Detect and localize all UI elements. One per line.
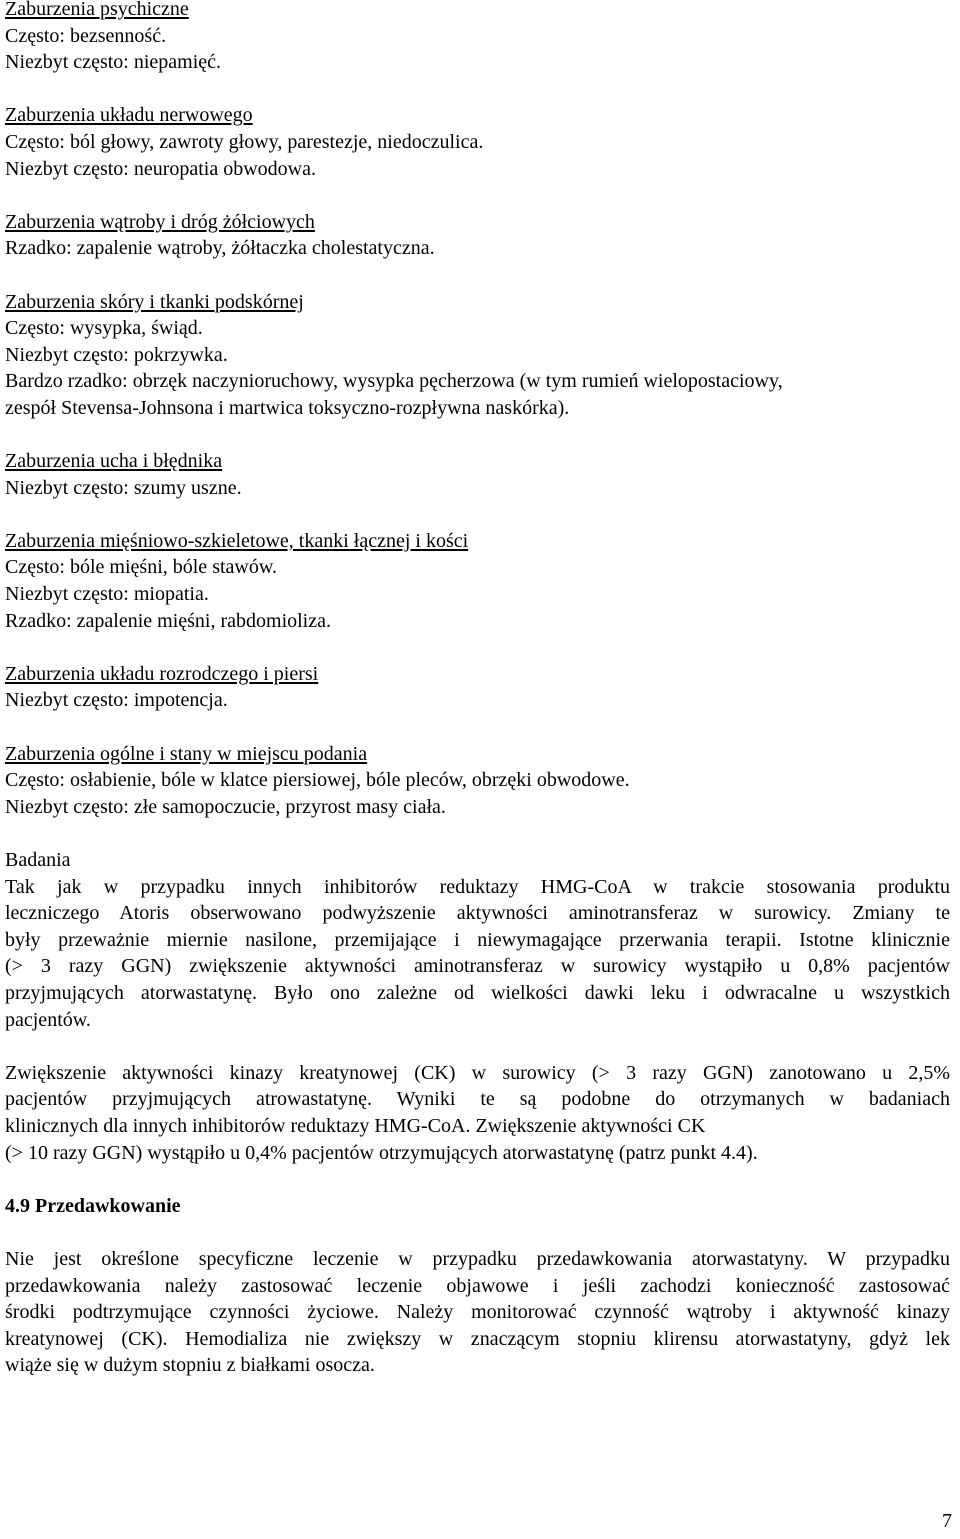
section-line: Często: wysypka, świąd.: [5, 317, 203, 340]
paragraph-line: środki podtrzymujące czynności życiowe. Należy monitorować czynność wątroby i aktywność kinazy: [5, 1301, 950, 1324]
section-heading: Zaburzenia skóry i tkanki podskórnej: [5, 290, 304, 313]
section-line: Niezbyt często: szumy uszne.: [5, 476, 242, 499]
page-number: 7: [942, 1510, 952, 1532]
paragraph-ck: [5, 1060, 950, 1166]
section-nervous: [5, 102, 950, 182]
document-page: [5, 0, 950, 1405]
paragraph-line: leczniczego Atoris obserwowano podwyższenie aktywności aminotransferaz w surowicy. Zmiany te: [5, 902, 950, 925]
section-heading: Zaburzenia układu rozrodczego i piersi: [5, 662, 319, 685]
paragraph-line: klinicznych dla innych inhibitorów reduktazy HMG-CoA. Zwiększenie aktywności CK: [5, 1114, 706, 1137]
section-line: Rzadko: zapalenie mięśni, rabdomioliza.: [5, 609, 331, 632]
section-line: Często: osłabienie, bóle w klatce piersiowej, bóle pleców, obrzęki obwodowe.: [5, 769, 630, 792]
section-skin: [5, 289, 950, 422]
paragraph-line: Zwiększenie aktywności kinazy kreatynowej (CK) w surowicy (> 3 razy GGN) zanotowano u 2,5%: [5, 1061, 950, 1084]
paragraph-line: pacjentów przyjmujących atrowastatynę. Wyniki te są podobne do otrzymanych w badaniach: [5, 1088, 950, 1111]
section-heading-overdose: 4.9 Przedawkowanie: [5, 1194, 181, 1217]
paragraph-line: (> 3 razy GGN) zwiększenie aktywności aminotransferaz w surowicy wystąpiło u 0,8% pacjentów: [5, 955, 950, 978]
section-psychiatric: [5, 0, 950, 76]
section-line: Często: bezsenność.: [5, 24, 167, 47]
section-heading: Zaburzenia ogólne i stany w miejscu podania: [5, 742, 368, 765]
section-line: Niezbyt często: impotencja.: [5, 689, 228, 712]
paragraph-line: kreatynowej (CK). Hemodializa nie zwiększy w znaczącym stopniu klirensu atorwastatyny, gdyż lek: [5, 1327, 950, 1350]
section-line: Rzadko: zapalenie wątroby, żółtaczka cholestatyczna.: [5, 237, 435, 260]
section-general: [5, 741, 950, 821]
paragraph-line: przedawkowania należy zastosować leczenie objawowe i jeśli zachodzi konieczność zastosować: [5, 1274, 950, 1297]
section-line: Niezbyt często: złe samopoczucie, przyrost masy ciała.: [5, 795, 446, 818]
paragraph-line: Tak jak w przypadku innych inhibitorów reduktazy HMG-CoA w trakcie stosowania produktu: [5, 875, 950, 898]
section-line: Niezbyt często: miopatia.: [5, 583, 209, 606]
paragraph-overdose: [5, 1246, 950, 1379]
section-investigations: [5, 847, 950, 1033]
section-heading: Zaburzenia psychiczne: [5, 0, 189, 20]
section-line: zespół Stevensa-Johnsona i martwica toksyczno-rozpływna naskórka).: [5, 396, 570, 419]
section-line: Niezbyt często: neuropatia obwodowa.: [5, 157, 317, 180]
section-reproductive: [5, 661, 950, 714]
section-line: Niezbyt często: niepamięć.: [5, 51, 222, 74]
paragraph-line: (> 10 razy GGN) wystąpiło u 0,4% pacjentów otrzymujących atorwastatynę (patrz punkt 4.4).: [5, 1141, 758, 1164]
section-line: Niezbyt często: pokrzywka.: [5, 343, 228, 366]
section-heading: Zaburzenia mięśniowo-szkieletowe, tkanki łącznej i kości: [5, 529, 469, 552]
section-heading-investigations: Badania: [5, 849, 71, 871]
paragraph-line: przyjmujących atorwastatynę. Było ono zależne od wielkości dawki leku i odwracalne u wszystkich: [5, 981, 950, 1004]
section-heading: Zaburzenia ucha i błędnika: [5, 450, 223, 473]
section-ear: [5, 448, 950, 501]
section-line: Często: bóle mięśni, bóle stawów.: [5, 556, 277, 579]
paragraph-line: były przeważnie miernie nasilone, przemijające i niewymagające przerwania terapii. Istotne klinicznie: [5, 928, 950, 951]
paragraph-line: pacjentów.: [5, 1008, 91, 1031]
section-heading: Zaburzenia układu nerwowego: [5, 104, 253, 127]
section-hepatobiliary: [5, 209, 950, 262]
section-heading: Zaburzenia wątroby i dróg żółciowych: [5, 210, 315, 233]
section-line: Bardzo rzadko: obrzęk naczynioruchowy, wysypka pęcherzowa (w tym rumień wielopostaciowy,: [5, 370, 783, 393]
paragraph-line: wiąże się w dużym stopniu z białkami osocza.: [5, 1354, 375, 1377]
section-line: Często: ból głowy, zawroty głowy, parestezje, niedoczulica.: [5, 130, 484, 153]
section-musculoskeletal: [5, 528, 950, 634]
paragraph-line: Nie jest określone specyficzne leczenie w przypadku przedawkowania atorwastatyny. W przypadku: [5, 1247, 950, 1270]
